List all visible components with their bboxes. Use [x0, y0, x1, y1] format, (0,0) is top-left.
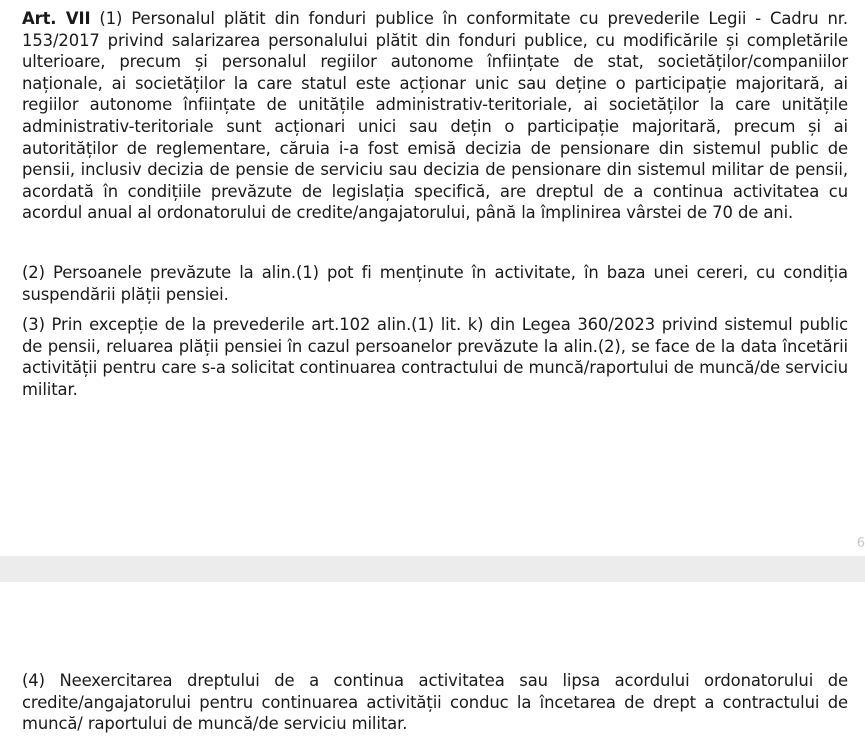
page-separator [0, 556, 865, 582]
paragraph-1-text: (1) Personalul plătit din fonduri publice în conformitate cu prevederile Legii - Cadru nr. 153/2017 privind salarizarea personalului plătit din fonduri publice, cu modificările și completările ulterioare, precum și personalul regiilor autonome înființate de stat, societăților/companiilor naționale, ai societăților la care statul este acționar unic sau deține o participație majoritară, ai regiilor autonome înființate de unitățile administrativ-teritoriale, ai societăților la care unitățile administrativ-teritoriale sunt acționari unici sau dețin o participație majoritară, precum și ai autorităților de reglementare, căruia i-a fost emisă decizia de pensionare din sistemul public de pensii, inclusiv decizia de pensie de serviciu sau decizia de pensionare din sistemul militar de pensii, acordată în condițiile prevăzute de legislația specifică, are dreptul de a continua activitatea cu acordul anual al ordonatorului de credite/angajatorului, până la împlinirea vârstei de 70 de ani. [22, 9, 848, 223]
article-paragraph-1 [22, 8, 848, 224]
article-paragraph-3: (3) Prin excepție de la prevederile art.102 alin.(1) lit. k) din Legea 360/2023 privind sistemul public de pensii, reluarea plății pensiei în cazul persoanelor prevăzute la alin.(2), se face de la data încetării activității pentru care s-a solicitat continuarea contractului de muncă/raportului de muncă/de serviciu militar. [22, 315, 848, 399]
document-page-lower [0, 582, 865, 746]
article-label: Art. VII [22, 9, 91, 28]
article-paragraph-4: (4) Neexercitarea dreptului de a continua activitatea sau lipsa acordului ordonatorului de credite/angajatorului pentru continuarea activității conduc la încetarea de drept a contractului de muncă/ raportului de muncă/de serviciu militar. [22, 671, 848, 734]
article-paragraph-2: (2) Persoanele prevăzute la alin.(1) pot fi menținute în activitate, în baza unei cereri, cu condiția suspendării plății pensiei. [22, 263, 848, 304]
page-number: 6 [856, 536, 865, 551]
